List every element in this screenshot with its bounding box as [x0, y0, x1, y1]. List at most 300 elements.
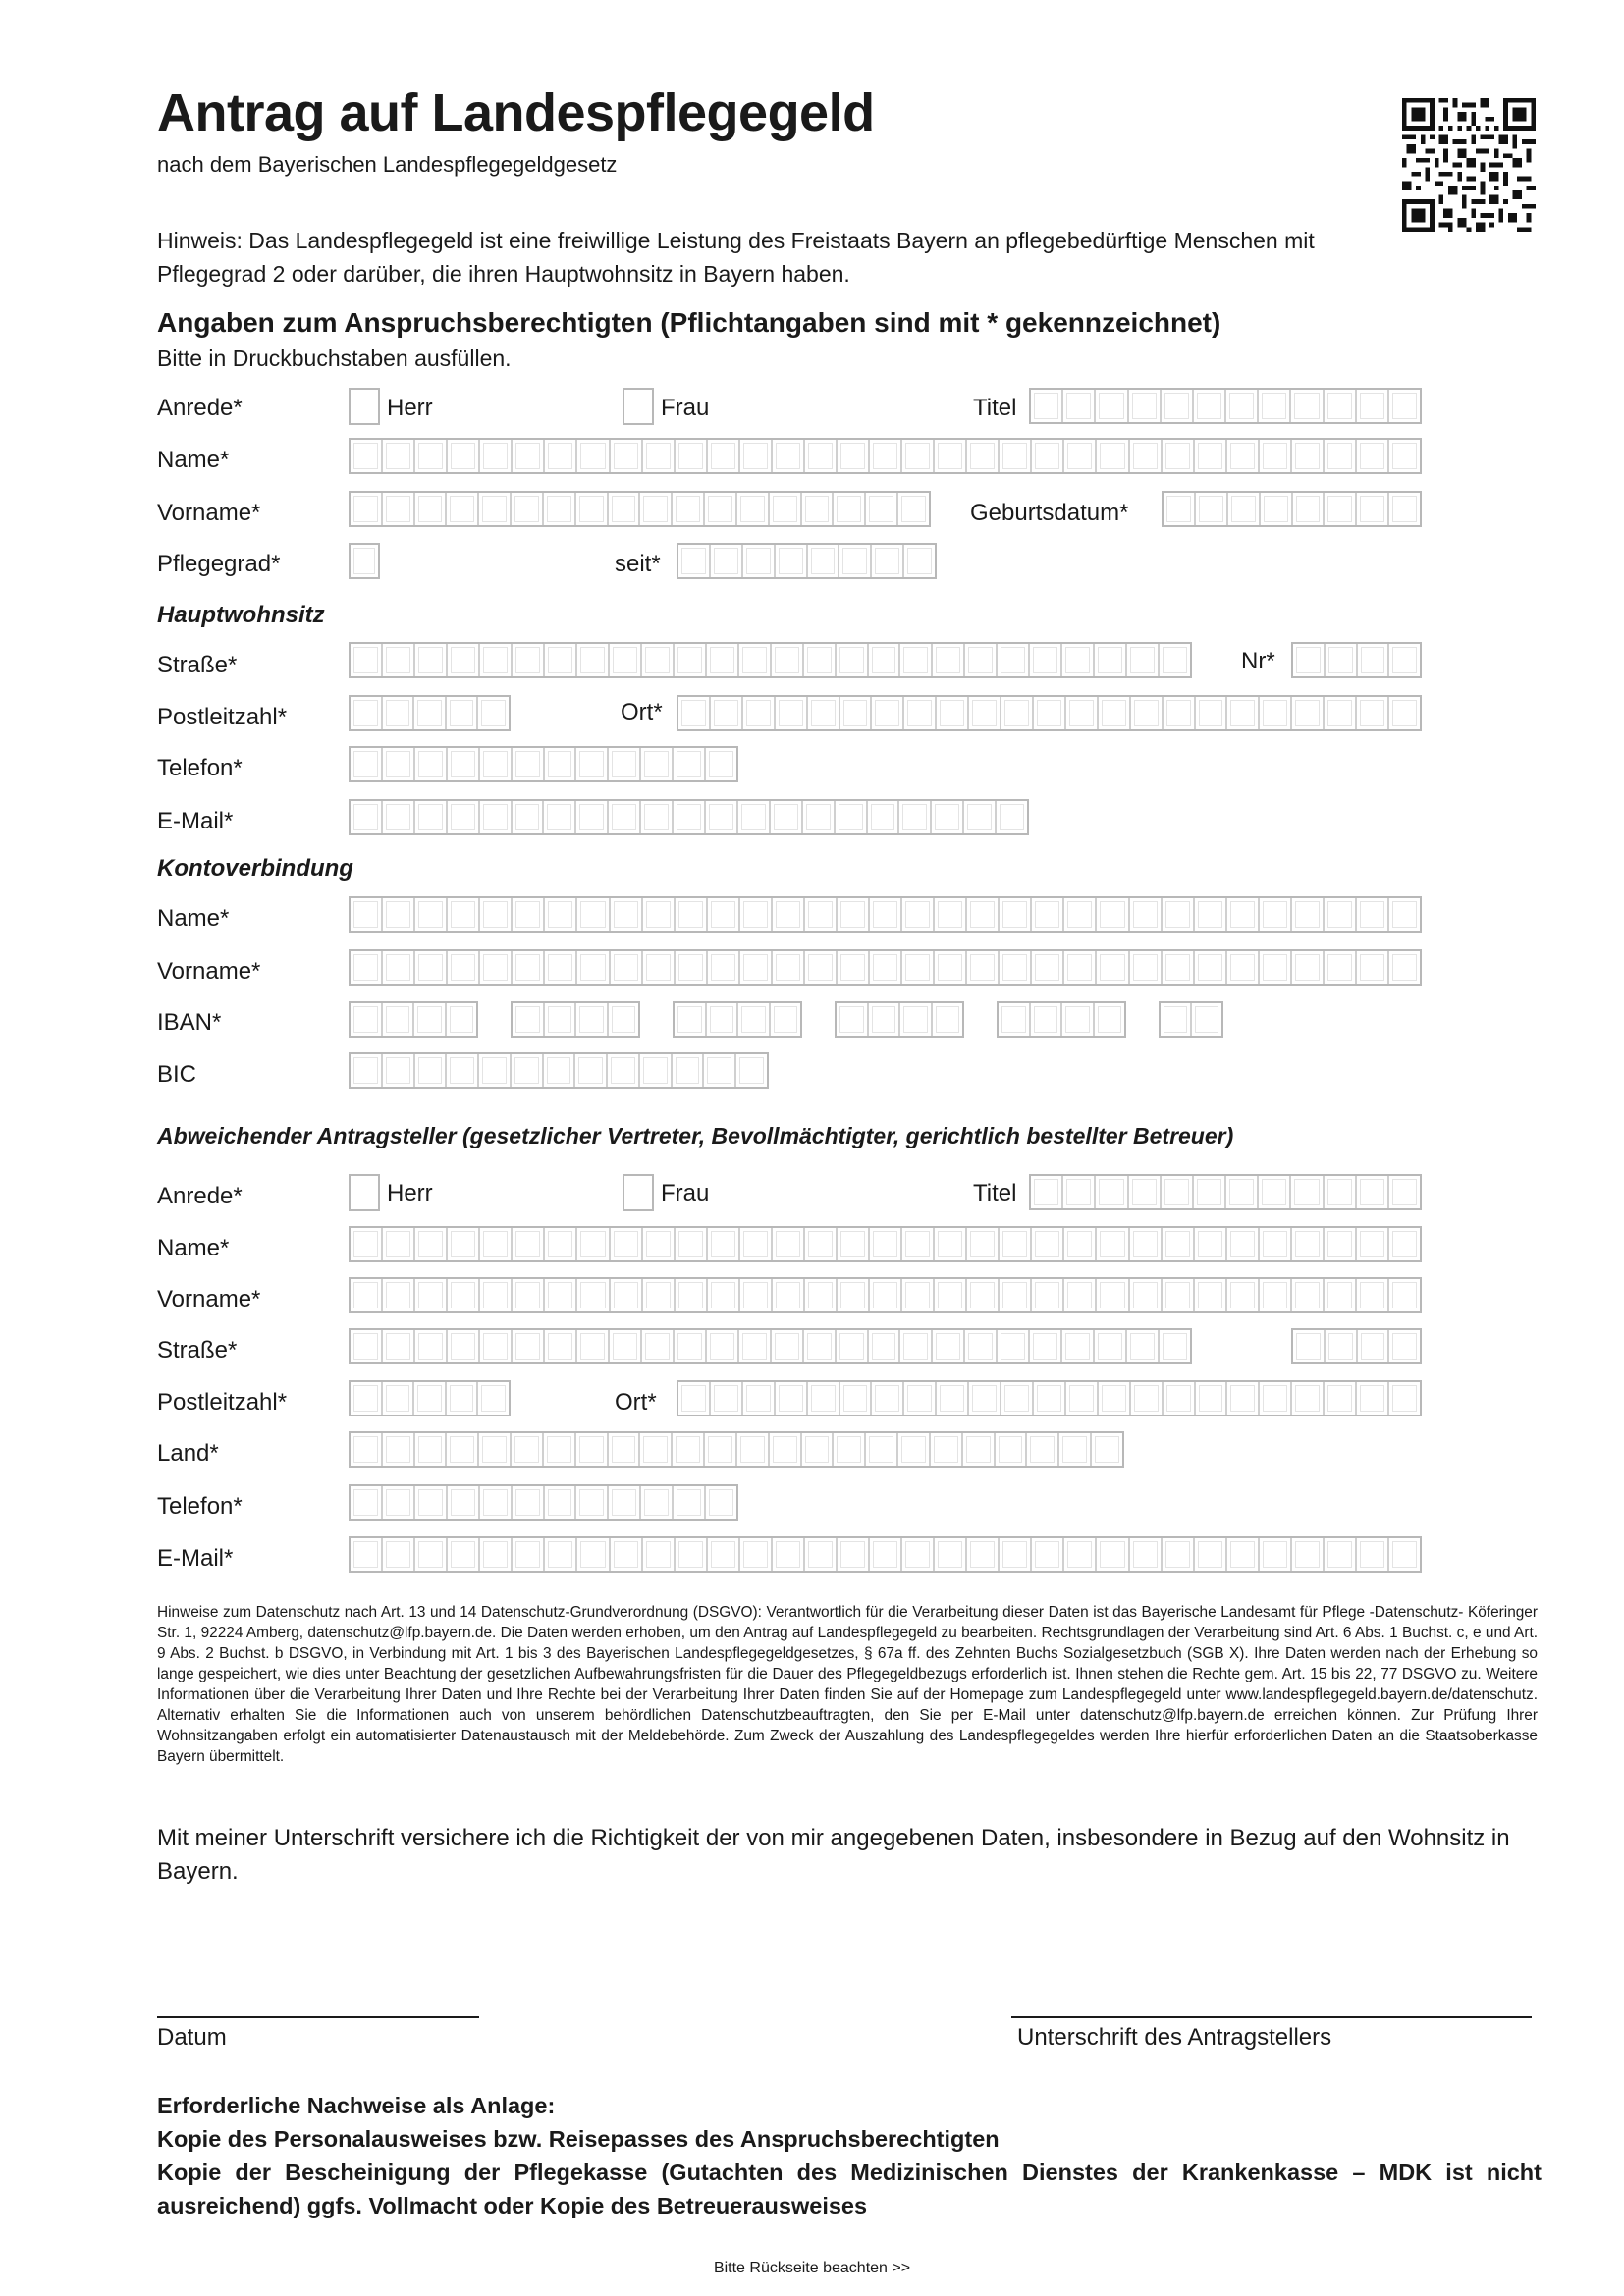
character-cell[interactable]: [932, 801, 964, 833]
character-cell[interactable]: [1192, 1003, 1221, 1036]
character-cell[interactable]: [351, 1003, 383, 1036]
character-cell[interactable]: [448, 898, 480, 931]
character-cell[interactable]: [1357, 1176, 1389, 1208]
character-cell[interactable]: [1001, 697, 1034, 729]
character-cell[interactable]: [577, 951, 610, 984]
character-cell[interactable]: [1292, 697, 1325, 729]
character-cell[interactable]: [1063, 390, 1096, 422]
character-cell[interactable]: [674, 1486, 706, 1519]
character-cell[interactable]: [611, 440, 643, 472]
character-cell[interactable]: [448, 1279, 480, 1311]
character-cell[interactable]: [740, 898, 773, 931]
character-cell[interactable]: [740, 1279, 773, 1311]
character-cell[interactable]: [1163, 898, 1195, 931]
character-cell[interactable]: [1357, 1279, 1389, 1311]
character-cell[interactable]: [1389, 1228, 1420, 1260]
signature-line[interactable]: [1011, 2016, 1532, 2018]
character-cell[interactable]: [480, 1279, 513, 1311]
character-cell[interactable]: [935, 440, 967, 472]
character-cell[interactable]: [545, 951, 577, 984]
date-signature-line[interactable]: [157, 2016, 479, 2018]
character-cell[interactable]: [706, 801, 738, 833]
character-cell[interactable]: [1357, 390, 1389, 422]
character-cell[interactable]: [640, 1433, 673, 1466]
character-cell[interactable]: [963, 1433, 996, 1466]
character-cell[interactable]: [776, 545, 808, 577]
character-cell[interactable]: [513, 1228, 545, 1260]
character-cell[interactable]: [1357, 697, 1389, 729]
character-cell[interactable]: [1097, 898, 1129, 931]
character-cell[interactable]: [1325, 493, 1357, 525]
character-cell[interactable]: [996, 1433, 1028, 1466]
character-cell[interactable]: [900, 1003, 933, 1036]
account-name-field[interactable]: [349, 896, 1422, 933]
character-cell[interactable]: [448, 644, 480, 676]
character-cell[interactable]: [838, 951, 870, 984]
character-cell[interactable]: [1195, 1228, 1227, 1260]
character-cell[interactable]: [513, 748, 545, 780]
character-cell[interactable]: [576, 1003, 609, 1036]
character-cell[interactable]: [838, 1228, 870, 1260]
character-cell[interactable]: [478, 697, 509, 729]
character-cell[interactable]: [1196, 493, 1228, 525]
character-cell[interactable]: [1357, 1538, 1389, 1571]
frau-checkbox[interactable]: [623, 388, 654, 425]
character-cell[interactable]: [804, 1330, 837, 1362]
character-cell[interactable]: [1227, 1538, 1260, 1571]
character-cell[interactable]: [576, 1486, 609, 1519]
character-cell[interactable]: [935, 1228, 967, 1260]
character-cell[interactable]: [1097, 1538, 1129, 1571]
character-cell[interactable]: [898, 1433, 931, 1466]
iban-block-5[interactable]: [997, 1001, 1126, 1038]
character-cell[interactable]: [383, 1382, 415, 1415]
character-cell[interactable]: [1325, 440, 1357, 472]
character-cell[interactable]: [642, 1330, 675, 1362]
character-cell[interactable]: [351, 493, 383, 525]
character-cell[interactable]: [773, 898, 805, 931]
character-cell[interactable]: [1389, 440, 1420, 472]
character-cell[interactable]: [1389, 1279, 1420, 1311]
character-cell[interactable]: [643, 1279, 676, 1311]
character-cell[interactable]: [839, 545, 872, 577]
character-cell[interactable]: [674, 748, 706, 780]
character-cell[interactable]: [1357, 1382, 1389, 1415]
character-cell[interactable]: [706, 748, 736, 780]
character-cell[interactable]: [937, 1382, 969, 1415]
character-cell[interactable]: [610, 644, 642, 676]
character-cell[interactable]: [805, 1279, 838, 1311]
character-cell[interactable]: [1129, 1176, 1162, 1208]
character-cell[interactable]: [447, 1382, 479, 1415]
strasse-field[interactable]: [349, 642, 1192, 678]
character-cell[interactable]: [545, 1330, 577, 1362]
character-cell[interactable]: [609, 1433, 641, 1466]
character-cell[interactable]: [415, 493, 448, 525]
character-cell[interactable]: [837, 1003, 869, 1036]
character-cell[interactable]: [802, 1433, 835, 1466]
character-cell[interactable]: [1227, 1279, 1260, 1311]
character-cell[interactable]: [1389, 951, 1420, 984]
character-cell[interactable]: [609, 1003, 639, 1036]
character-cell[interactable]: [1325, 951, 1357, 984]
character-cell[interactable]: [544, 493, 576, 525]
character-cell[interactable]: [1260, 1228, 1292, 1260]
character-cell[interactable]: [1163, 440, 1195, 472]
character-cell[interactable]: [1226, 390, 1259, 422]
character-cell[interactable]: [708, 440, 740, 472]
character-cell[interactable]: [969, 697, 1001, 729]
character-cell[interactable]: [383, 951, 415, 984]
character-cell[interactable]: [1163, 951, 1195, 984]
character-cell[interactable]: [870, 951, 902, 984]
character-cell[interactable]: [872, 545, 904, 577]
character-cell[interactable]: [643, 1538, 676, 1571]
character-cell[interactable]: [611, 898, 643, 931]
character-cell[interactable]: [967, 1538, 1000, 1571]
character-cell[interactable]: [675, 1330, 707, 1362]
character-cell[interactable]: [1261, 493, 1293, 525]
character-cell[interactable]: [1032, 1228, 1064, 1260]
character-cell[interactable]: [448, 748, 480, 780]
character-cell[interactable]: [740, 1228, 773, 1260]
character-cell[interactable]: [1389, 1382, 1420, 1415]
character-cell[interactable]: [1092, 1433, 1122, 1466]
character-cell[interactable]: [1062, 1003, 1095, 1036]
character-cell[interactable]: [1066, 697, 1099, 729]
character-cell[interactable]: [351, 1279, 383, 1311]
character-cell[interactable]: [1000, 898, 1032, 931]
character-cell[interactable]: [351, 1228, 383, 1260]
character-cell[interactable]: [805, 440, 838, 472]
character-cell[interactable]: [870, 898, 902, 931]
character-cell[interactable]: [1227, 951, 1260, 984]
character-cell[interactable]: [351, 1054, 383, 1087]
character-cell[interactable]: [1127, 644, 1160, 676]
character-cell[interactable]: [1194, 1176, 1226, 1208]
character-cell[interactable]: [838, 898, 870, 931]
character-cell[interactable]: [1000, 1228, 1032, 1260]
character-cell[interactable]: [1027, 1433, 1059, 1466]
character-cell[interactable]: [1130, 440, 1163, 472]
character-cell[interactable]: [1196, 697, 1228, 729]
seit-field[interactable]: [677, 543, 937, 579]
character-cell[interactable]: [868, 801, 900, 833]
character-cell[interactable]: [1064, 1538, 1097, 1571]
character-cell[interactable]: [1389, 1330, 1420, 1362]
character-cell[interactable]: [770, 493, 802, 525]
character-cell[interactable]: [351, 1433, 383, 1466]
character-cell[interactable]: [902, 1279, 935, 1311]
character-cell[interactable]: [479, 493, 512, 525]
character-cell[interactable]: [351, 1486, 383, 1519]
character-cell[interactable]: [866, 493, 898, 525]
character-cell[interactable]: [808, 545, 840, 577]
character-cell[interactable]: [512, 1433, 544, 1466]
iban-block-1[interactable]: [349, 1001, 478, 1038]
applicant-titel-field[interactable]: [1029, 1174, 1422, 1210]
character-cell[interactable]: [998, 1330, 1030, 1362]
character-cell[interactable]: [351, 697, 383, 729]
character-cell[interactable]: [576, 1433, 609, 1466]
character-cell[interactable]: [1032, 898, 1064, 931]
character-cell[interactable]: [1131, 697, 1164, 729]
character-cell[interactable]: [743, 545, 776, 577]
character-cell[interactable]: [1195, 898, 1227, 931]
character-cell[interactable]: [866, 1433, 898, 1466]
character-cell[interactable]: [708, 951, 740, 984]
character-cell[interactable]: [772, 1330, 804, 1362]
character-cell[interactable]: [739, 644, 772, 676]
character-cell[interactable]: [480, 1486, 513, 1519]
character-cell[interactable]: [641, 1486, 674, 1519]
character-cell[interactable]: [805, 951, 838, 984]
character-cell[interactable]: [414, 1382, 447, 1415]
character-cell[interactable]: [770, 1433, 802, 1466]
character-cell[interactable]: [808, 697, 840, 729]
iban-block-6[interactable]: [1159, 1001, 1223, 1038]
character-cell[interactable]: [803, 801, 836, 833]
character-cell[interactable]: [1260, 697, 1292, 729]
character-cell[interactable]: [512, 493, 544, 525]
telefon-field[interactable]: [349, 746, 738, 782]
character-cell[interactable]: [1325, 390, 1357, 422]
character-cell[interactable]: [448, 801, 480, 833]
character-cell[interactable]: [802, 493, 835, 525]
character-cell[interactable]: [1062, 1330, 1095, 1362]
character-cell[interactable]: [838, 440, 870, 472]
iban-block-3[interactable]: [673, 1001, 802, 1038]
character-cell[interactable]: [448, 951, 480, 984]
character-cell[interactable]: [1163, 1279, 1195, 1311]
character-cell[interactable]: [837, 644, 869, 676]
character-cell[interactable]: [1031, 1176, 1063, 1208]
character-cell[interactable]: [805, 898, 838, 931]
character-cell[interactable]: [641, 748, 674, 780]
character-cell[interactable]: [1389, 1538, 1420, 1571]
character-cell[interactable]: [711, 697, 743, 729]
character-cell[interactable]: [1389, 898, 1420, 931]
character-cell[interactable]: [544, 1054, 576, 1087]
applicant-herr-checkbox[interactable]: [349, 1174, 380, 1211]
character-cell[interactable]: [1195, 951, 1227, 984]
character-cell[interactable]: [1325, 898, 1357, 931]
character-cell[interactable]: [1162, 390, 1194, 422]
character-cell[interactable]: [1292, 1228, 1325, 1260]
character-cell[interactable]: [737, 493, 770, 525]
character-cell[interactable]: [1163, 1538, 1195, 1571]
character-cell[interactable]: [512, 1054, 544, 1087]
character-cell[interactable]: [1127, 1330, 1160, 1362]
character-cell[interactable]: [351, 1382, 383, 1415]
plz-field[interactable]: [349, 695, 511, 731]
character-cell[interactable]: [1358, 1330, 1390, 1362]
character-cell[interactable]: [1099, 697, 1131, 729]
character-cell[interactable]: [1099, 1382, 1131, 1415]
character-cell[interactable]: [673, 1433, 705, 1466]
character-cell[interactable]: [513, 1279, 545, 1311]
character-cell[interactable]: [1032, 951, 1064, 984]
character-cell[interactable]: [904, 697, 937, 729]
character-cell[interactable]: [383, 1228, 415, 1260]
character-cell[interactable]: [870, 1279, 902, 1311]
character-cell[interactable]: [383, 1486, 415, 1519]
character-cell[interactable]: [1130, 951, 1163, 984]
character-cell[interactable]: [577, 898, 610, 931]
character-cell[interactable]: [1357, 493, 1389, 525]
character-cell[interactable]: [1097, 951, 1129, 984]
character-cell[interactable]: [513, 951, 545, 984]
character-cell[interactable]: [447, 697, 479, 729]
character-cell[interactable]: [1291, 390, 1324, 422]
character-cell[interactable]: [1097, 1279, 1129, 1311]
character-cell[interactable]: [1064, 951, 1097, 984]
character-cell[interactable]: [935, 1538, 967, 1571]
character-cell[interactable]: [643, 1228, 676, 1260]
character-cell[interactable]: [480, 748, 513, 780]
character-cell[interactable]: [773, 1279, 805, 1311]
character-cell[interactable]: [545, 1228, 577, 1260]
character-cell[interactable]: [1032, 440, 1064, 472]
character-cell[interactable]: [415, 1433, 448, 1466]
character-cell[interactable]: [1260, 1538, 1292, 1571]
character-cell[interactable]: [872, 1382, 904, 1415]
character-cell[interactable]: [869, 1330, 901, 1362]
character-cell[interactable]: [1034, 1382, 1066, 1415]
character-cell[interactable]: [840, 1382, 873, 1415]
applicant-land-field[interactable]: [349, 1431, 1124, 1468]
applicant-telefon-field[interactable]: [349, 1484, 738, 1521]
character-cell[interactable]: [545, 1003, 577, 1036]
character-cell[interactable]: [576, 748, 609, 780]
character-cell[interactable]: [870, 440, 902, 472]
character-cell[interactable]: [351, 545, 378, 577]
character-cell[interactable]: [1228, 493, 1261, 525]
character-cell[interactable]: [415, 1054, 448, 1087]
character-cell[interactable]: [383, 1433, 415, 1466]
character-cell[interactable]: [773, 440, 805, 472]
character-cell[interactable]: [641, 801, 674, 833]
character-cell[interactable]: [1358, 644, 1390, 676]
hausnummer-field[interactable]: [1291, 642, 1422, 678]
character-cell[interactable]: [676, 898, 708, 931]
character-cell[interactable]: [1195, 1538, 1227, 1571]
character-cell[interactable]: [383, 1003, 415, 1036]
character-cell[interactable]: [673, 493, 705, 525]
character-cell[interactable]: [1034, 697, 1066, 729]
character-cell[interactable]: [351, 898, 383, 931]
character-cell[interactable]: [415, 1486, 448, 1519]
character-cell[interactable]: [676, 440, 708, 472]
character-cell[interactable]: [415, 1538, 448, 1571]
character-cell[interactable]: [480, 898, 513, 931]
character-cell[interactable]: [545, 1486, 577, 1519]
character-cell[interactable]: [1260, 1382, 1292, 1415]
character-cell[interactable]: [933, 1003, 963, 1036]
character-cell[interactable]: [611, 1279, 643, 1311]
character-cell[interactable]: [676, 1228, 708, 1260]
character-cell[interactable]: [738, 801, 771, 833]
character-cell[interactable]: [415, 801, 448, 833]
character-cell[interactable]: [1325, 1176, 1357, 1208]
character-cell[interactable]: [513, 1538, 545, 1571]
character-cell[interactable]: [1030, 1330, 1062, 1362]
character-cell[interactable]: [773, 951, 805, 984]
character-cell[interactable]: [576, 493, 609, 525]
character-cell[interactable]: [1031, 390, 1063, 422]
character-cell[interactable]: [351, 748, 383, 780]
character-cell[interactable]: [676, 1538, 708, 1571]
applicant-name-field[interactable]: [349, 1226, 1422, 1262]
character-cell[interactable]: [642, 644, 675, 676]
geburtsdatum-field[interactable]: [1162, 491, 1422, 527]
applicant-email-field[interactable]: [349, 1536, 1422, 1573]
character-cell[interactable]: [1259, 1176, 1291, 1208]
character-cell[interactable]: [480, 951, 513, 984]
character-cell[interactable]: [415, 748, 448, 780]
character-cell[interactable]: [1227, 1382, 1260, 1415]
character-cell[interactable]: [1064, 440, 1097, 472]
character-cell[interactable]: [1160, 644, 1190, 676]
character-cell[interactable]: [902, 898, 935, 931]
character-cell[interactable]: [935, 898, 967, 931]
character-cell[interactable]: [1260, 898, 1292, 931]
character-cell[interactable]: [1063, 1176, 1096, 1208]
character-cell[interactable]: [1095, 644, 1127, 676]
character-cell[interactable]: [704, 1054, 736, 1087]
character-cell[interactable]: [1389, 390, 1420, 422]
character-cell[interactable]: [351, 644, 383, 676]
character-cell[interactable]: [608, 1054, 640, 1087]
character-cell[interactable]: [1227, 440, 1260, 472]
character-cell[interactable]: [1293, 644, 1326, 676]
character-cell[interactable]: [998, 644, 1030, 676]
character-cell[interactable]: [1326, 644, 1358, 676]
character-cell[interactable]: [576, 801, 609, 833]
character-cell[interactable]: [1064, 898, 1097, 931]
character-cell[interactable]: [902, 1228, 935, 1260]
character-cell[interactable]: [480, 1330, 513, 1362]
character-cell[interactable]: [1130, 898, 1163, 931]
character-cell[interactable]: [414, 697, 447, 729]
character-cell[interactable]: [902, 440, 935, 472]
character-cell[interactable]: [771, 1003, 801, 1036]
character-cell[interactable]: [1095, 1330, 1127, 1362]
character-cell[interactable]: [1357, 440, 1389, 472]
character-cell[interactable]: [479, 1433, 512, 1466]
character-cell[interactable]: [1227, 697, 1260, 729]
character-cell[interactable]: [740, 440, 773, 472]
titel-field[interactable]: [1029, 388, 1422, 424]
character-cell[interactable]: [838, 1538, 870, 1571]
character-cell[interactable]: [1001, 1382, 1034, 1415]
character-cell[interactable]: [902, 1538, 935, 1571]
character-cell[interactable]: [776, 1382, 808, 1415]
character-cell[interactable]: [383, 697, 415, 729]
character-cell[interactable]: [609, 493, 641, 525]
character-cell[interactable]: [383, 1330, 415, 1362]
character-cell[interactable]: [544, 801, 576, 833]
character-cell[interactable]: [447, 493, 479, 525]
character-cell[interactable]: [383, 493, 415, 525]
name-field[interactable]: [349, 438, 1422, 474]
character-cell[interactable]: [773, 1228, 805, 1260]
character-cell[interactable]: [1196, 1382, 1228, 1415]
character-cell[interactable]: [969, 1382, 1001, 1415]
character-cell[interactable]: [577, 440, 610, 472]
character-cell[interactable]: [351, 440, 383, 472]
character-cell[interactable]: [676, 1279, 708, 1311]
